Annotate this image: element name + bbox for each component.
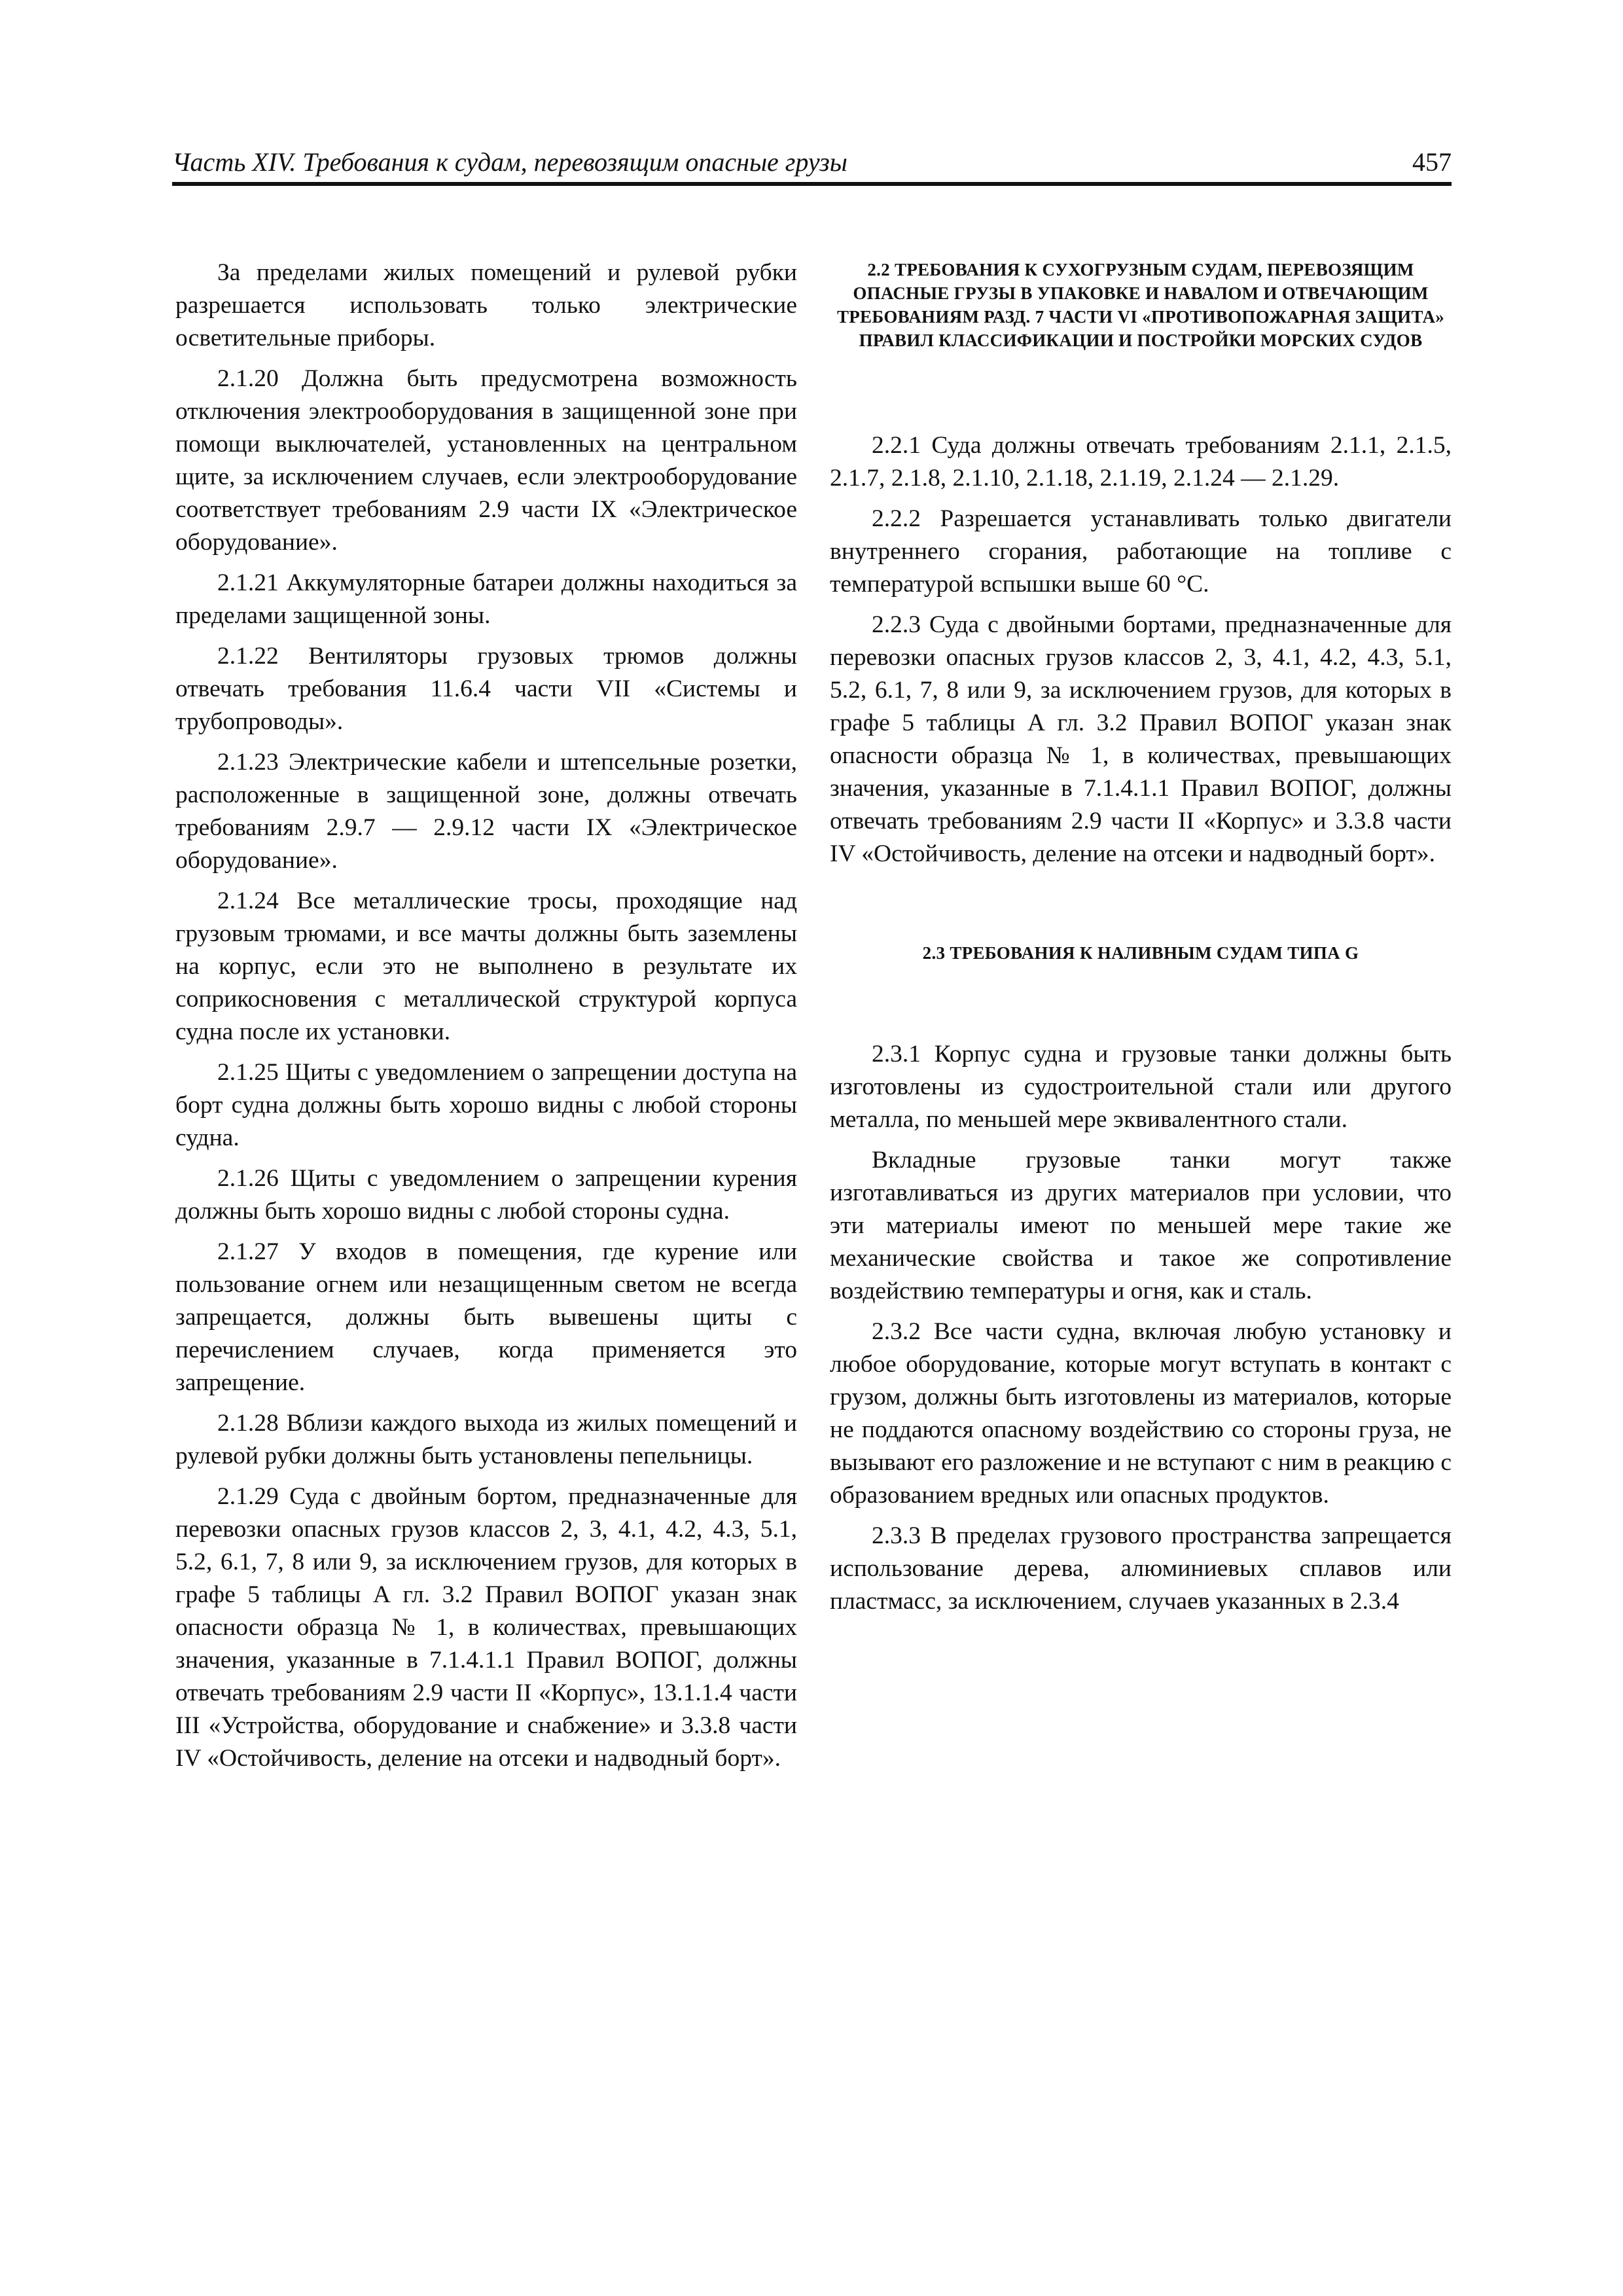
paragraph-2-1-21: 2.1.21 Аккумуляторные батареи должны находиться за пределами защищенной зоны.: [175, 569, 797, 629]
paragraph-tanks-materials: Вкладные грузовые танки могут также изготавливаться из других материалов при условии, что эти материалы имеют по меньшей мере такие же механические свойства и такое же сопротивление воздействию температуры и огня, как и сталь.: [830, 1147, 1452, 1304]
paragraph-2-2-2: 2.2.2 Разрешается устанавливать только двигатели внутреннего сгорания, работающие на топливе с температурой вспышки выше 60 °С.: [830, 505, 1452, 598]
paragraph-2-3-2: 2.3.2 Все части судна, включая любую установку и любое оборудование, которые могут вступать в контакт с грузом, должны быть изготовлены из материалов, которые не поддаются опасному воздействию со стороны груза, не вызывают его разложение и не вступают с ним в реакцию с образованием вредных или опасных продуктов.: [830, 1318, 1452, 1509]
paragraph-2-3-3: 2.3.3 В пределах грузового пространства запрещается использование дерева, алюминиевых сплавов или пластмасс, за исключением, случаев указанных в 2.3.4: [830, 1522, 1452, 1615]
paragraph-2-2-1: 2.2.1 Суда должны отвечать требованиям 2.1.1, 2.1.5, 2.1.7, 2.1.8, 2.1.10, 2.1.18, 2.1.19, 2.1.24 — 2.1.29.: [830, 432, 1452, 492]
paragraph-2-1-25: 2.1.25 Щиты с уведомлением о запрещении доступа на борт судна должны быть хорошо видны с любой стороны судна.: [175, 1059, 797, 1151]
paragraph-2-1-24: 2.1.24 Все металлические тросы, проходящие над грузовым трюмами, и все мачты должны быть заземлены на корпус, если это не выполнено в результате их соприкосновения с металлической структурой корпуса судна после их установки.: [175, 888, 797, 1045]
paragraph-2-1-22: 2.1.22 Вентиляторы грузовых трюмов должны отвечать требования 11.6.4 части VII «Системы и трубопроводы».: [175, 643, 797, 735]
section-heading-2-3: 2.3 ТРЕБОВАНИЯ К НАЛИВНЫМ СУДАМ ТИПА G: [922, 943, 1359, 963]
paragraph-2-3-1: 2.3.1 Корпус судна и грузовые танки должны быть изготовлены из судостроительной стали или другого металла, по меньшей мере эквивалентного стали.: [830, 1041, 1452, 1133]
paragraph-2-1-23: 2.1.23 Электрические кабели и штепсельные розетки, расположенные в защищенной зоне, должны отвечать требованиям 2.9.7 — 2.9.12 части IX «Электрическое оборудование».: [175, 749, 797, 874]
paragraph-2-1-20: 2.1.20 Должна быть предусмотрена возможность отключения электрооборудования в защищенной зоне при помощи выключателей, установленных на центральном щите, за исключением случаев, если электрооборудование соответствует требованиям 2.9 части IX «Электрическое оборудование».: [175, 365, 797, 556]
paragraph-2-1-28: 2.1.28 Вблизи каждого выхода из жилых помещений и рулевой рубки должны быть установлены пепельницы.: [175, 1410, 797, 1469]
paragraph-2-1-29: 2.1.29 Суда с двойным бортом, предназначенные для перевозки опасных грузов классов 2, 3, 4.1, 4.2, 4.3, 5.1, 5.2, 6.1, 7, 8 или 9, за исключением грузов, для которых в графе 5 таблицы А гл. 3.2 Правил ВОПОГ указан знак опасности образца № 1, в количествах, превышающих значения, указанные в 7.1.4.1.1 Правил ВОПОГ, должны отвечать требованиям 2.9 части II «Корпус», 13.1.1.4 части III «Устройства, оборудование и снабжение» и 3.3.8 части IV «Остойчивость, деление на отсеки и надводный борт».: [175, 1483, 797, 1772]
section-heading-2-2: 2.2 ТРЕБОВАНИЯ К СУХОГРУЗНЫМ СУДАМ, ПЕРЕВОЗЯЩИМ ОПАСНЫЕ ГРУЗЫ В УПАКОВКЕ И НАВАЛОМ И ОТВЕЧАЮЩИМ ТРЕБОВАНИЯМ РАЗД. 7 ЧАСТИ VI «ПРОТИВОПОЖАРНАЯ ЗАЩИТА» ПРАВИЛ КЛАССИФИКАЦИИ И ПОСТРОЙКИ МОРСКИХ СУДОВ: [836, 260, 1445, 350]
paragraph-2-1-27: 2.1.27 У входов в помещения, где курение или пользование огнем или незащищенным светом не всегда запрещается, должны быть вывешены щиты с перечислением случаев, когда применяется это запрещение.: [175, 1238, 797, 1396]
left-column: [175, 257, 797, 1783]
running-header: [172, 145, 1452, 186]
right-column: [830, 257, 1452, 1626]
running-title: Часть XIV. Требования к судам, перевозящим опасные грузы: [172, 147, 847, 177]
paragraph-2-2-3: 2.2.3 Суда с двойными бортами, предназначенные для перевозки опасных грузов классов 2, 3, 4.1, 4.2, 4.3, 5.1, 5.2, 6.1, 7, 8 или 9, за исключением грузов, для которых в графе 5 таблицы А гл. 3.2 Правил ВОПОГ указан знак опасности образца № 1, в количествах, превышающих значения, указанные в 7.1.4.1.1 Правил ВОПОГ, должны отвечать требованиям 2.9 части II «Корпус» и 3.3.8 части IV «Остойчивость, деление на отсеки и надводный борт».: [830, 611, 1452, 867]
paragraph-2-1-26: 2.1.26 Щиты с уведомлением о запрещении курения должны быть хорошо видны с любой стороны судна.: [175, 1165, 797, 1225]
paragraph-lighting: За пределами жилых помещений и рулевой рубки разрешается использовать только электрические осветительные приборы.: [175, 259, 797, 351]
page-number: 457: [1412, 147, 1452, 177]
